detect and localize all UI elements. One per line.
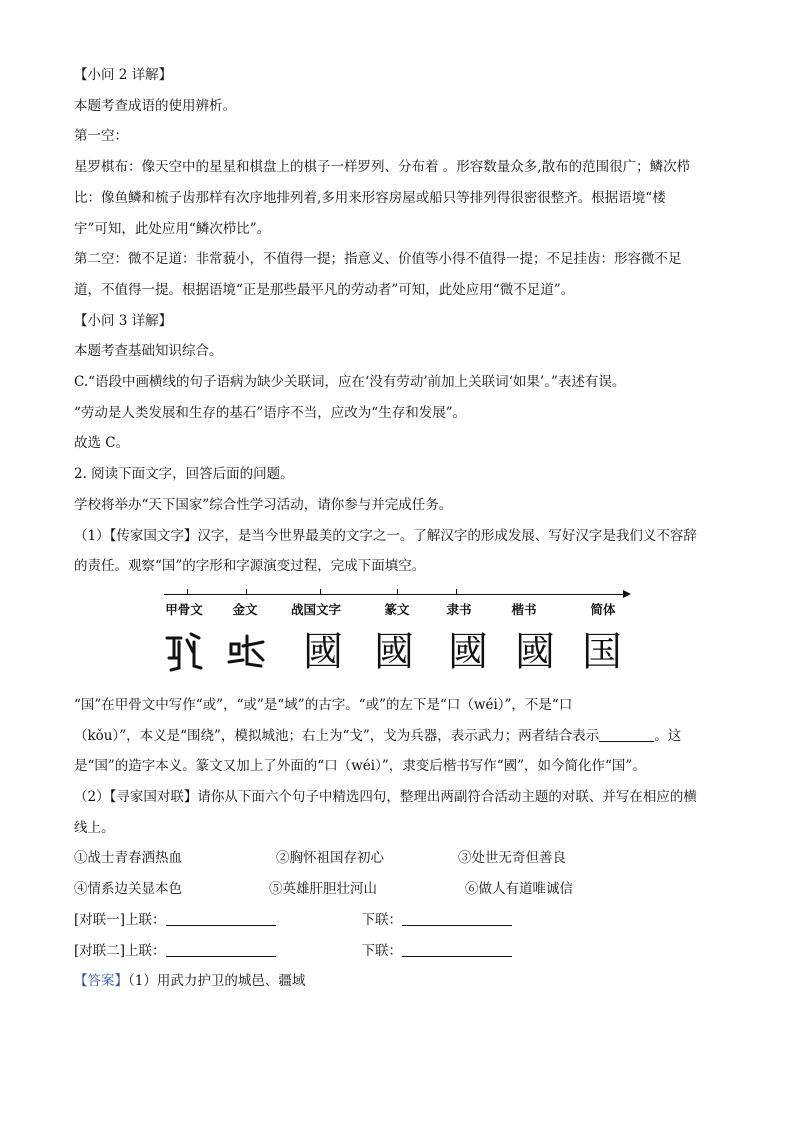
answer-tag: 【答案】 — [74, 973, 128, 990]
glyph-seal: 國 — [374, 628, 414, 675]
timeline-label-seal: 篆文 — [384, 601, 410, 617]
timeline-label-warring-states: 战国文字 — [290, 601, 342, 617]
q2-blank1-line2: 比：像鱼鳞和梳子齿那样有次序地排列着,多用来形容房屋或船只等排列得很密很整齐。根据语境“楼 — [74, 189, 666, 206]
q3-line2: “劳动是人类发展和生存的基石”语序不当，应改为“生存和发展”。 — [74, 404, 467, 421]
answer-text: （1）用武力护卫的城邑、疆域 — [128, 973, 306, 990]
timeline-label-clerical: 隶书 — [446, 601, 472, 617]
options-row-2 — [74, 874, 724, 905]
glyph-warring-states: 國 — [303, 628, 343, 675]
option-2: ②胸怀祖国存初心 — [276, 850, 384, 867]
character-evolution-timeline — [74, 584, 724, 684]
couplet1-lower-label: 下联： — [361, 911, 403, 928]
explain-line3: 是“国”的造字本义。篆文又加上了外面的“口（wéi）”，隶变后楷书写作“國”，如今简化作“国”。 — [74, 758, 646, 775]
glyph-regular: 國 — [515, 628, 555, 675]
option-5: ⑤英雄肝胆壮河山 — [269, 881, 377, 898]
explain-line2-text: （kǒu）”，本义是“围绕”，模拟城池；右上为“戈”，戈为兵器，表示武力；两者结合表示 — [74, 727, 600, 744]
couplet2-upper-label: [对联二]上联： — [74, 942, 166, 959]
couplet1-row — [74, 905, 724, 936]
glyph-oracle-bone-image — [161, 628, 207, 676]
task1-line2: 的责任。观察“国”的字形和字源演变过程，完成下面填空。 — [74, 558, 426, 575]
timeline-axis — [164, 594, 626, 595]
couplet1-upper-blank[interactable] — [166, 911, 276, 926]
timeline-label-bronze: 金文 — [232, 601, 258, 617]
timeline-label-simplified: 简体 — [590, 601, 616, 617]
glyph-bronze-image — [223, 628, 269, 676]
task2-line1: （2）【寻家国对联】请你从下面六个句子中精选四句，整理出两副符合活动主题的对联、并写在相应的横 — [74, 789, 697, 806]
fill-blank[interactable] — [599, 727, 654, 742]
q2-detail-intro: 本题考查成语的使用辨析。 — [74, 97, 236, 114]
options-row-1 — [74, 843, 724, 874]
timeline-tick — [187, 589, 188, 595]
couplet1-upper-label: [对联一]上联： — [74, 911, 166, 928]
couplet2-lower-label: 下联： — [361, 942, 403, 959]
timeline-label-regular: 楷书 — [511, 601, 537, 617]
timeline-tick — [397, 589, 398, 595]
glyph-simplified: 国 — [582, 628, 622, 675]
answer-line — [74, 966, 724, 997]
q3-line1: C.“语段中画横线的句子语病为缺少关联词，应在‘没有劳动’前加上关联词‘如果’。”表述有误。 — [74, 374, 626, 391]
option-1: ①战士青春洒热血 — [74, 850, 182, 867]
explain-line2 — [74, 721, 724, 752]
option-6: ⑥做人有道唯诚信 — [465, 881, 573, 898]
option-3: ③处世无奇但善良 — [458, 850, 566, 867]
timeline-tick — [320, 589, 321, 595]
glyph-clerical: 國 — [448, 628, 488, 675]
timeline-arrow — [623, 590, 631, 598]
couplet2-row — [74, 936, 724, 967]
q2-blank2-line2: 道，不值得一提。根据语境“正是那些最平凡的劳动者”可知，此处应用“微不足道”。 — [74, 281, 575, 298]
explain-line1: “国”在甲骨文中写作“或”，“或”是“域”的古字。“或”的左下是“口（wéi）”，不是“口 — [74, 696, 573, 713]
explain-line2-tail: 。这 — [654, 727, 682, 744]
option-4: ④情系边关显本色 — [74, 881, 182, 898]
q2-blank2-line1: 第二空：微不足道：非常藐小，不值得一提；指意义、价值等小得不值得一提；不足挂齿：形容微不足 — [74, 251, 682, 268]
timeline-tick — [456, 589, 457, 595]
timeline-label-oracle: 甲骨文 — [165, 601, 203, 617]
task1-line1: （1）【传家国文字】汉字，是当今世界最美的文字之一。了解汉字的形成发展、写好汉字是我们义不容辞 — [74, 527, 697, 544]
q2-blank1-line1: 星罗棋布：像天空中的星星和棋盘上的棋子一样罗列、分布着 。形容数量众多,散布的范围很广；鳞次栉 — [74, 159, 691, 176]
task2-line2: 线上。 — [74, 819, 115, 836]
couplet2-lower-blank[interactable] — [402, 942, 512, 957]
couplet2-upper-blank[interactable] — [166, 942, 276, 957]
couplet1-lower-blank[interactable] — [402, 911, 512, 926]
q2-detail-heading: 【小问 2 详解】 — [74, 67, 173, 83]
q3-conclusion: 故选 C。 — [74, 435, 130, 452]
timeline-tick — [246, 589, 247, 595]
q2-blank1-line3: 宇”可知，此处应用“鳞次栉比”。 — [74, 220, 271, 237]
q3-detail-intro: 本题考查基础知识综合。 — [74, 343, 223, 360]
question2-title: 2. 阅读下面文字，回答后面的问题。 — [74, 466, 294, 483]
question2-intro: 学校将举办“天下国家”综合性学习活动，请你参与并完成任务。 — [74, 496, 453, 513]
q3-detail-heading: 【小问 3 详解】 — [74, 312, 173, 329]
q2-blank1-title: 第一空： — [74, 128, 128, 145]
document-content — [74, 60, 724, 997]
